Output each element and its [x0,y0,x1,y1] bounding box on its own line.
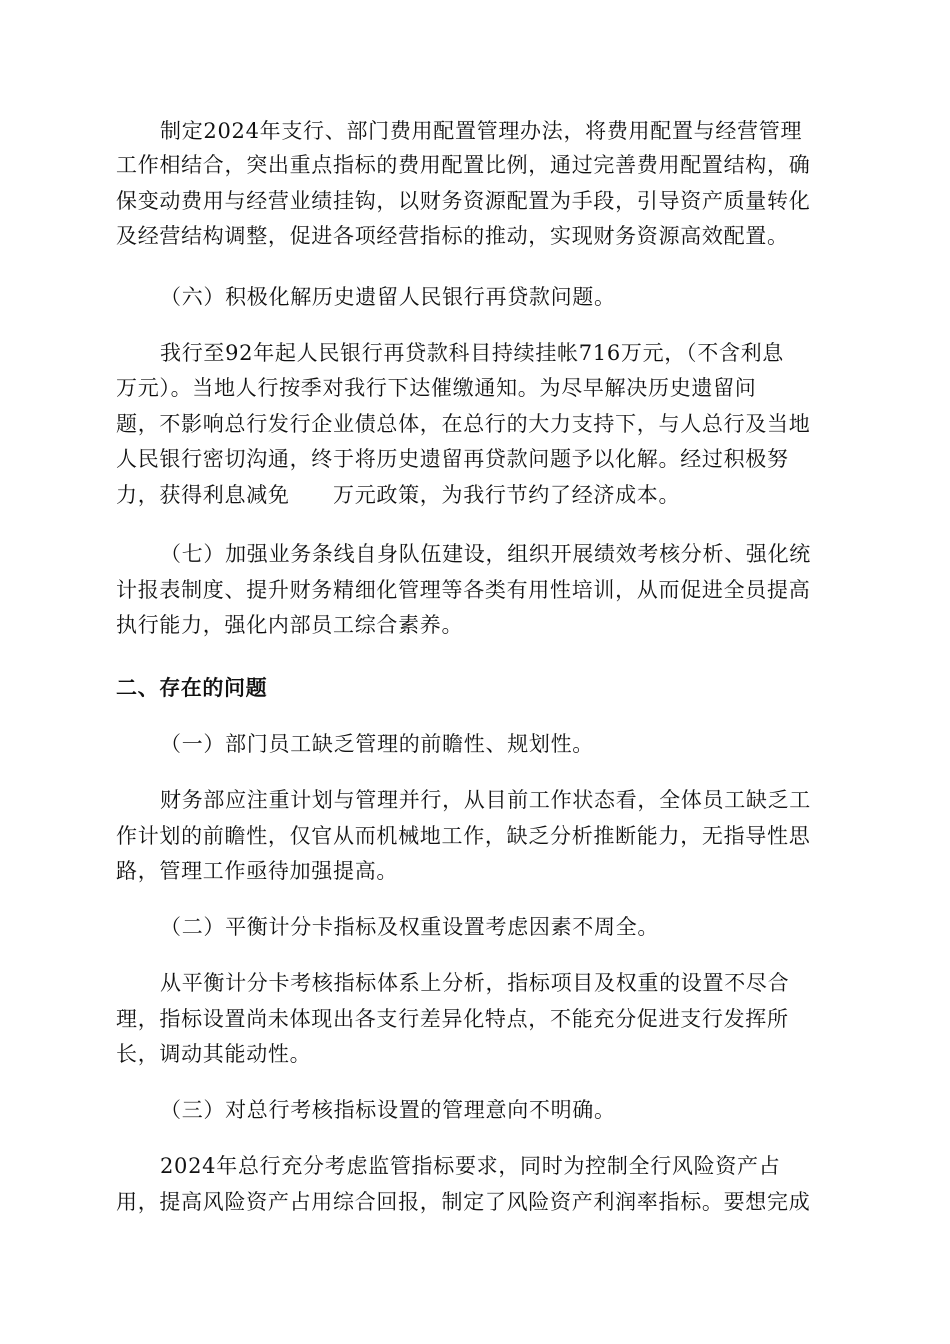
section-subheading: （六）积极化解历史遗留人民银行再贷款问题。 [160,285,616,309]
paragraph-line: 执行能力，强化内部员工综合素养。 [116,613,464,637]
section-subheading: （二）平衡计分卡指标及权重设置考虑因素不周全。 [160,915,660,939]
paragraph-line: 我行至92年起人民银行再贷款科目持续挂帐716万元，（不含利息 [160,341,785,365]
paragraph-line: 保变动费用与经营业绩挂钩，以财务资源配置为手段，引导资产质量转化 [116,189,811,213]
section-subheading: （七）加强业务条线自身队伍建设，组织开展绩效考核分析、强化统 [160,542,811,566]
paragraph-line: 工作相结合，突出重点指标的费用配置比例，通过完善费用配置结构，确 [116,153,811,177]
section-subheading: （三）对总行考核指标设置的管理意向不明确。 [160,1098,616,1122]
paragraph-line: 长，调动其能动性。 [116,1042,312,1066]
paragraph-line: 制定2024年支行、部门费用配置管理办法，将费用配置与经营管理 [160,119,803,143]
paragraph-line: 路，管理工作亟待加强提高。 [116,859,399,883]
paragraph-line: 用，提高风险资产占用综合回报，制定了风险资产利润率指标。要想完成 [116,1190,811,1214]
paragraph-line: 从平衡计分卡考核指标体系上分析，指标项目及权重的设置不尽合 [160,971,790,995]
paragraph-line: 力，获得利息减免 万元政策，为我行节约了经济成本。 [116,483,681,507]
paragraph-line: 万元）。当地人行按季对我行下达催缴通知。为尽早解决历史遗留问 [116,376,757,400]
paragraph-line: 财务部应注重计划与管理并行，从目前工作状态看，全体员工缺乏工 [160,788,811,812]
paragraph-line: 计报表制度、提升财务精细化管理等各类有用性培训，从而促进全员提高 [116,578,811,602]
paragraph-line: 作计划的前瞻性，仅官从而机械地工作，缺乏分析推断能力，无指导性思 [116,824,811,848]
section-heading: 二、存在的问题 [116,676,268,700]
paragraph-line: 题，不影响总行发行企业债总体，在总行的大力支持下，与人总行及当地 [116,412,811,436]
paragraph-line: 2024年总行充分考虑监管指标要求，同时为控制全行风险资产占 [160,1154,781,1178]
section-subheading: （一）部门员工缺乏管理的前瞻性、规划性。 [160,732,594,756]
paragraph-line: 理，指标设置尚未体现出各支行差异化特点，不能充分促进支行发挥所 [116,1007,789,1031]
paragraph-line: 人民银行密切沟通，终于将历史遗留再贷款问题予以化解。经过积极努 [116,447,789,471]
paragraph-line: 及经营结构调整，促进各项经营指标的推动，实现财务资源高效配置。 [116,224,789,248]
